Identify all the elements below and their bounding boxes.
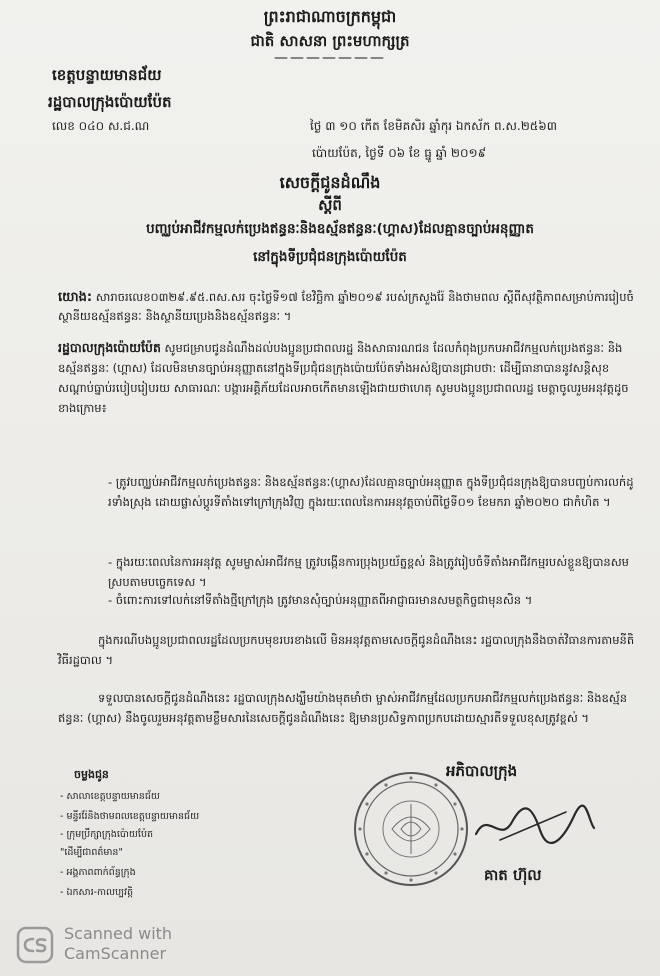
bullet-item-2: - ក្នុងរយៈពេលនៃការអនុវត្ត សូមម្ចាស់អាជីវកម្ម ត្រូវបង្កើនការប្រុងប្រយ័ត្នខ្ពស់ និងត្រូវរៀបចំទីតាំងអាជីវកម្មរបស់ខ្លួនឱ្យបានសមស្របតាមបច្ចេកទេស ។ bbox=[108, 555, 629, 589]
reference-block bbox=[58, 288, 638, 326]
body-paragraph-1-text: សូមជម្រាបជូនដំណឹងដល់បងប្អូនប្រជាពលរដ្ឋ និងសាធារណជន ដែលកំពុងប្រកបអាជីវកម្មលក់ប្រេងឥន្ធនៈ និងឧស្ម័នឥន្ធនៈ (ហ្គាស) ដែលមិនមានច្បាប់អនុញ្ញាតនៅក្នុងទីប្រជុំជនក្រុងប៉ោយប៉ែតទាំងអស់ឱ្យបានជ្រាបថា: ដើម្បីធានាបាននូវសន្តិសុខ សណ្តាប់ធ្នាប់របៀបរៀបរយ សាធារណៈ បង្ការអគ្គិភ័យដែលអាចកើតមានឡើងជាយថាហេតុ សូមបងប្អូនប្រជាពលរដ្ឋ មេត្តាចូលរួមអនុវត្តដូចខាងក្រោម៖ bbox=[58, 341, 629, 415]
body-lead: រដ្ឋបាលក្រុងប៉ោយប៉ែត bbox=[58, 340, 161, 355]
reference-number: លេខ ០៤០ ស.ជ.ណ bbox=[52, 119, 150, 133]
province-name: ខេត្តបន្ទាយមានជ័យ bbox=[52, 66, 162, 84]
body-paragraph-1 bbox=[58, 338, 638, 418]
solar-date: ប៉ោយប៉ែត, ថ្ងៃទី ០៦ ខែ ធ្នូ ឆ្នាំ ២០១៩ bbox=[312, 146, 487, 160]
kingdom-heading: ព្រះរាជាណាចក្រកម្ពុជា bbox=[263, 7, 397, 26]
cc-item: "ដើម្បីជាពត៌មាន" bbox=[60, 847, 123, 858]
signatory-name: គាត ហ៊ុល bbox=[484, 866, 542, 884]
bullet-item-3: - ចំពោះការទៅលក់នៅទីតាំងថ្មីក្រៅក្រុង ត្រូវមានសុំច្បាប់អនុញ្ញាតពីអាជ្ញាធរមានសមត្ថកិច្ចជាមុនសិន ។ bbox=[108, 593, 533, 607]
watermark-line-2: CamScanner bbox=[64, 944, 167, 963]
notice-title: សេចក្តីជូនដំណឹង bbox=[279, 173, 381, 192]
subject-line-2: នៅក្នុងទីប្រជុំជនក្រុងប៉ោយប៉ែត bbox=[253, 249, 407, 265]
cc-title: ចម្លងជូន bbox=[74, 768, 109, 781]
reference-label: យោង: bbox=[58, 290, 93, 305]
watermark-line-1: Scanned with bbox=[64, 924, 173, 943]
signatory-title: អភិបាលក្រុង bbox=[446, 762, 518, 780]
official-seal-icon bbox=[352, 770, 470, 888]
lunar-date: ថ្ងៃ ៣ ១០ កើត ខែមិគសិរ ឆ្នាំកុរ ឯកស័ក ព.ស.២៥៦៣ bbox=[310, 119, 558, 133]
national-motto: ជាតិ សាសនា ព្រះមហាក្សត្រ bbox=[250, 32, 410, 50]
subject-line-1: បញ្ឈប់អាជីវកម្មលក់ប្រេងឥន្ធនៈនិងឧស្ម័នឥន្ធនៈ(ហ្គាស)ដែលគ្មានច្បាប់អនុញ្ញាត bbox=[146, 221, 534, 237]
subject-label: ស្តីពី bbox=[318, 196, 342, 214]
motto-ornament: ——————— bbox=[274, 50, 386, 66]
bullet-item-1: - ត្រូវបញ្ឈប់អាជីវកម្មលក់ប្រេងឥន្ធនៈ និងឧស្ម័នឥន្ធនៈ(ហ្គាស)ដែលគ្មានច្បាប់អនុញ្ញាត ក្នុងទីប្រជុំជនក្រុងឱ្យបានបញ្ចប់ការលក់ដូរទាំងស្រុង ដោយផ្លាស់ប្តូរទីតាំងទៅក្រៅក្រុងវិញ ក្នុងរយៈពេលនៃការអនុវត្តចាប់ពីថ្ងៃទី០១ ខែមករា ឆ្នាំ២០២០ ជាកំហិត ។ bbox=[108, 475, 634, 509]
camscanner-logo-icon bbox=[16, 926, 54, 964]
cc-item: - សាលាខេត្តបន្ទាយមានជ័យ bbox=[60, 791, 160, 802]
administration-name: រដ្ឋបាលក្រុងប៉ោយប៉ែត bbox=[48, 93, 172, 111]
cc-item: - មន្ទីររ៉ែនិងថាមពលខេត្តបន្ទាយមានជ័យ bbox=[60, 811, 200, 822]
body-paragraph-3: ទទួលបានសេចក្តីជូនដំណឹងនេះ រដ្ឋបាលក្រុងសង្ឃឹមយ៉ាងមុតមាំថា ម្ចាស់អាជីវកម្មដែលប្រកបអាជីវកម្មលក់ប្រេងឥន្ធនៈ និងឧស្ម័នឥន្ធនៈ (ហ្គាស) នឹងចូលរួមអនុវត្តតាមខ្លឹមសារនៃសេចក្តីជូនដំណឹងនេះ ឱ្យមានប្រសិទ្ធភាពប្រកបដោយស្មារតីទទួលខុសត្រូវខ្ពស់ ។ bbox=[58, 691, 628, 725]
reference-text: សារាចរលេខ០៣២៩.៩៥.ពស.សរ ចុះថ្ងៃទី១៧ ខែវិច្ឆិកា ឆ្នាំ២០១៩ របស់ក្រសួងរ៉ែ និងថាមពល ស្តីពីសុវត្ថិភាពសម្រាប់ការរៀបចំស្ថានីយឧស្ម័នឥន្ធនៈ និងស្ថានីយប្រេងនិងឧស្ម័នឥន្ធនៈ ។ bbox=[58, 290, 634, 323]
cc-item: - អង្គភាពពាក់ព័ន្ធក្រុង bbox=[60, 867, 136, 878]
cc-item: - ឯកសារ-កាលប្បវត្តិ bbox=[60, 887, 134, 898]
body-paragraph-2: ក្នុងករណីបងប្អូនប្រជាពលរដ្ឋដែលប្រកបមុខរបរខាងលើ មិនអនុវត្តតាមសេចក្តីជូនដំណឹងនេះ រដ្ឋបាលក្រុងនឹងចាត់វិធានការតាមនីតិវិធីរដ្ឋបាល ។ bbox=[58, 633, 635, 667]
cc-item: - ក្រុមប្រឹក្សាក្រុងប៉ោយប៉ែត bbox=[60, 829, 154, 840]
signature-icon bbox=[470, 800, 600, 850]
